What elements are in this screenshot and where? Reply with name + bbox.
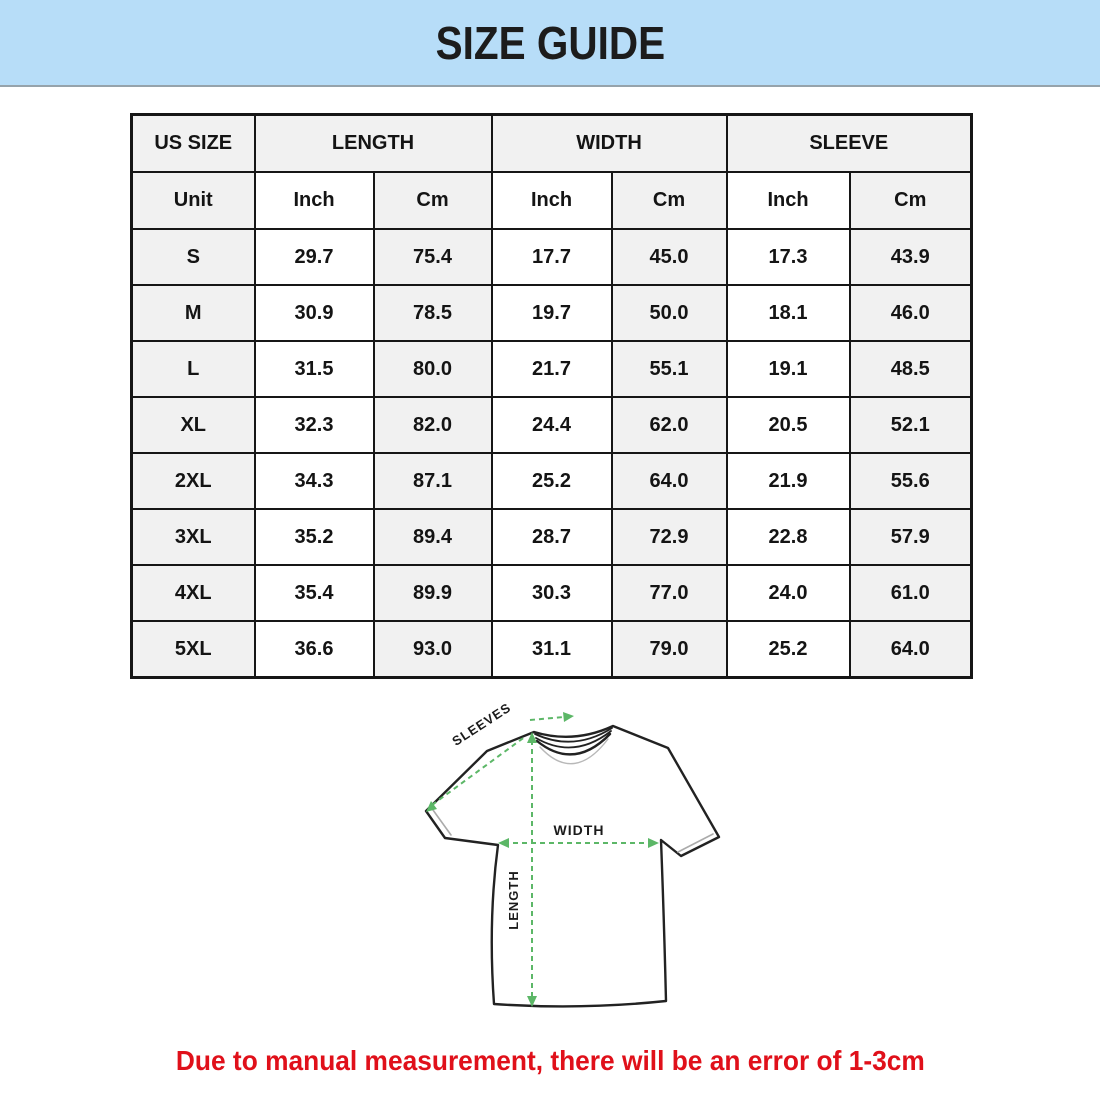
table-row-3xl — [132, 509, 972, 565]
value-cell: 61.0 — [850, 565, 972, 621]
value-cell: 78.5 — [374, 285, 492, 341]
table-row-xl — [132, 397, 972, 453]
value-cell: 21.9 — [727, 453, 850, 509]
value-cell: 21.7 — [492, 341, 612, 397]
value-cell: 79.0 — [612, 621, 727, 678]
value-cell: 18.1 — [727, 285, 850, 341]
value-cell: 22.8 — [727, 509, 850, 565]
value-cell: 89.9 — [374, 565, 492, 621]
measurement-note — [0, 1038, 1100, 1084]
measurement-note-text: Due to manual measurement, there will be an error of 1-3cm — [175, 1045, 925, 1076]
column-header-width: WIDTH — [492, 115, 727, 173]
value-cell: 45.0 — [612, 229, 727, 285]
table-unit-row — [132, 172, 972, 229]
unit-header-5: Inch — [727, 172, 850, 229]
size-table — [130, 113, 973, 679]
value-cell: 43.9 — [850, 229, 972, 285]
size-cell: S — [132, 229, 255, 285]
unit-header-1: Inch — [255, 172, 374, 229]
value-cell: 50.0 — [612, 285, 727, 341]
value-cell: 82.0 — [374, 397, 492, 453]
size-cell: L — [132, 341, 255, 397]
value-cell: 57.9 — [850, 509, 972, 565]
unit-header-0: Unit — [132, 172, 255, 229]
value-cell: 46.0 — [850, 285, 972, 341]
size-table-container — [130, 113, 970, 679]
value-cell: 25.2 — [727, 621, 850, 678]
table-row-l — [132, 341, 972, 397]
column-header-sleeve: SLEEVE — [727, 115, 972, 173]
tshirt-diagram — [388, 688, 732, 1032]
table-row-s — [132, 229, 972, 285]
value-cell: 30.9 — [255, 285, 374, 341]
value-cell: 64.0 — [850, 621, 972, 678]
unit-header-2: Cm — [374, 172, 492, 229]
unit-header-4: Cm — [612, 172, 727, 229]
value-cell: 19.7 — [492, 285, 612, 341]
value-cell: 64.0 — [612, 453, 727, 509]
unit-header-3: Inch — [492, 172, 612, 229]
size-cell: XL — [132, 397, 255, 453]
value-cell: 17.7 — [492, 229, 612, 285]
value-cell: 55.6 — [850, 453, 972, 509]
value-cell: 34.3 — [255, 453, 374, 509]
sleeve-arrow-right-tip — [563, 712, 574, 722]
value-cell: 30.3 — [492, 565, 612, 621]
value-cell: 75.4 — [374, 229, 492, 285]
value-cell: 17.3 — [727, 229, 850, 285]
table-group-header-row — [132, 115, 972, 173]
size-cell: 2XL — [132, 453, 255, 509]
value-cell: 52.1 — [850, 397, 972, 453]
value-cell: 24.4 — [492, 397, 612, 453]
sleeves-label: SLEEVES — [449, 699, 514, 749]
unit-header-6: Cm — [850, 172, 972, 229]
size-cell: 5XL — [132, 621, 255, 678]
table-row-m — [132, 285, 972, 341]
table-row-5xl — [132, 621, 972, 678]
value-cell: 55.1 — [612, 341, 727, 397]
length-label: LENGTH — [506, 870, 521, 930]
size-cell: 3XL — [132, 509, 255, 565]
tshirt-outline — [426, 726, 719, 1006]
table-row-4xl — [132, 565, 972, 621]
value-cell: 89.4 — [374, 509, 492, 565]
column-header-length: LENGTH — [255, 115, 492, 173]
sleeve-arrow-top-line — [530, 717, 564, 720]
value-cell: 28.7 — [492, 509, 612, 565]
value-cell: 80.0 — [374, 341, 492, 397]
value-cell: 24.0 — [727, 565, 850, 621]
value-cell: 32.3 — [255, 397, 374, 453]
value-cell: 31.1 — [492, 621, 612, 678]
value-cell: 48.5 — [850, 341, 972, 397]
value-cell: 35.2 — [255, 509, 374, 565]
value-cell: 36.6 — [255, 621, 374, 678]
value-cell: 31.5 — [255, 341, 374, 397]
size-guide-banner — [0, 0, 1100, 87]
value-cell: 19.1 — [727, 341, 850, 397]
value-cell: 29.7 — [255, 229, 374, 285]
value-cell: 93.0 — [374, 621, 492, 678]
width-label: WIDTH — [553, 822, 605, 838]
value-cell: 87.1 — [374, 453, 492, 509]
column-header-us-size: US SIZE — [132, 115, 255, 173]
value-cell: 72.9 — [612, 509, 727, 565]
page-title: SIZE GUIDE — [435, 16, 665, 69]
size-table-body — [132, 115, 972, 678]
size-cell: 4XL — [132, 565, 255, 621]
value-cell: 20.5 — [727, 397, 850, 453]
table-row-2xl — [132, 453, 972, 509]
size-cell: M — [132, 285, 255, 341]
value-cell: 25.2 — [492, 453, 612, 509]
value-cell: 77.0 — [612, 565, 727, 621]
value-cell: 35.4 — [255, 565, 374, 621]
value-cell: 62.0 — [612, 397, 727, 453]
